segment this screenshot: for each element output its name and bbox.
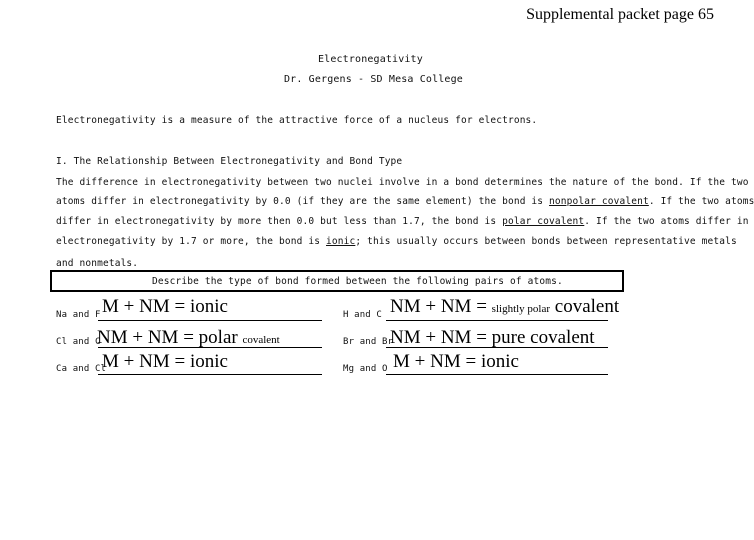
answer-h-c [390, 297, 619, 319]
paragraph-line-4-end: ; this usually occurs between bonds between representative metals [355, 236, 737, 247]
answer-br-br: NM + NM = pure covalent [390, 327, 595, 348]
pair-label-mg-o: Mg and O [343, 364, 388, 374]
paragraph-line-2-end: . If the two atoms [648, 196, 754, 207]
answer-cl-c-main: NM + NM = polar [97, 327, 243, 348]
paragraph-line-1: The difference in electronegativity between two nuclei involve in a bond determines the nature of the bond. If the two [56, 177, 749, 188]
paragraph-line-2 [56, 196, 754, 207]
page-header: Supplemental packet page 65 [526, 6, 714, 23]
paragraph-line-5: and nonmetals. [56, 258, 139, 269]
answer-na-f: M + NM = ionic [102, 296, 228, 317]
answer-h-c-end: covalent [550, 296, 620, 317]
pair-label-ca-cl: Ca and Cl [56, 364, 107, 374]
answer-mg-o: M + NM = ionic [393, 351, 519, 372]
pair-label-cl-c: Cl and C [56, 337, 101, 347]
answer-h-c-main: NM + NM = [390, 296, 492, 317]
nonpolar-covalent-term: nonpolar covalent [549, 196, 649, 207]
answer-blank-mg-o [386, 374, 608, 375]
paragraph-line-3-end: . If the two atoms differ in [584, 216, 749, 227]
doc-title: Electronegativity [318, 54, 423, 65]
pair-label-h-c: H and C [343, 310, 382, 320]
answer-blank-ca-cl [98, 374, 322, 375]
definition-text: Electronegativity is a measure of the attractive force of a nucleus for electrons. [56, 115, 538, 126]
section-heading: I. The Relationship Between Electronegativity and Bond Type [56, 156, 403, 167]
polar-covalent-term: polar covalent [502, 216, 585, 227]
instruction-text: Describe the type of bond formed between the following pairs of atoms. [152, 276, 563, 287]
answer-cl-c-small: covalent [242, 334, 280, 346]
paragraph-line-2-text: atoms differ in electronegativity by 0.0 (if they are the same element) the bond is [56, 196, 550, 207]
ionic-term: ionic [326, 236, 356, 247]
paragraph-line-4-text: electronegativity by 1.7 or more, the bond is [56, 236, 326, 247]
answer-ca-cl: M + NM = ionic [102, 351, 228, 372]
paragraph-line-3 [56, 216, 749, 227]
answer-blank-h-c [386, 320, 608, 321]
doc-author: Dr. Gergens - SD Mesa College [284, 74, 463, 85]
paragraph-line-4 [56, 236, 737, 247]
answer-h-c-small: slightly polar [491, 303, 551, 315]
paragraph-line-3-text: differ in electronegativity by more then 0.0 but less than 1.7, the bond is [56, 216, 503, 227]
answer-cl-c [97, 328, 280, 350]
answer-blank-na-f [98, 320, 322, 321]
pair-label-na-f: Na and F [56, 310, 101, 320]
pair-label-br-br: Br and Br [343, 337, 394, 347]
